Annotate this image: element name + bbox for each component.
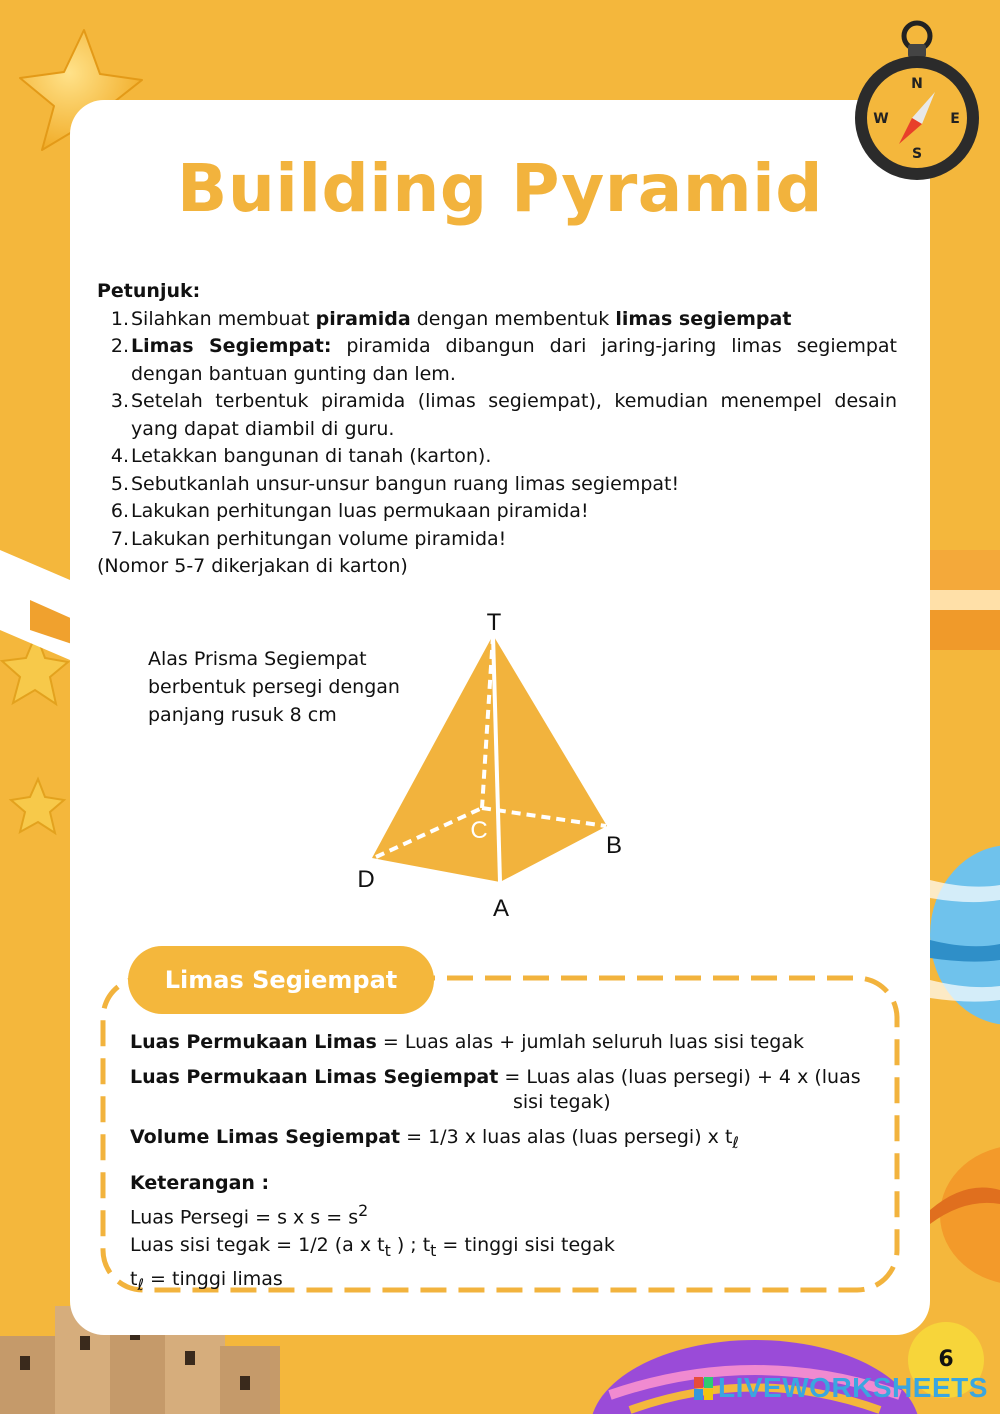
label-t: T bbox=[486, 609, 502, 636]
formula-row: Luas Permukaan Limas = Luas alas + jumlah seluruh luas sisi tegak bbox=[130, 1031, 805, 1053]
instruction-item: 5. Sebutkanlah unsur-unsur bangun ruang limas segiempat! bbox=[110, 472, 680, 495]
formulas bbox=[130, 1030, 890, 1299]
book-icon bbox=[0, 520, 80, 660]
keterangan: Keterangan : Luas Persegi = s x $s = s^2$ Luas sisi tegak = 1/2 (a x $t_t$ ) ; $t_t$ = tinggi sisi tegak $t_\ell$ = tinggi limas bbox=[130, 1171, 615, 1294]
label-b: B bbox=[605, 832, 623, 859]
book-icon bbox=[930, 530, 1000, 690]
section-label: Limas Segiempat bbox=[128, 946, 434, 1014]
instruction-item: 3. Setelah terbentuk piramida (limas segiempat), kemudian menempel desain yang dapat diambil di guru. bbox=[110, 390, 897, 440]
figure-note: Alas Prisma Segiempat berbentuk persegi dengan panjang rusuk 8 cm bbox=[148, 648, 400, 726]
instructions-list bbox=[97, 306, 897, 554]
star-icon bbox=[8, 775, 68, 837]
instruction-item: 1. Silahkan membuat piramida dengan membentuk limas segiempat bbox=[110, 307, 792, 330]
label-d: D bbox=[357, 866, 375, 893]
compass-s: S bbox=[911, 146, 923, 162]
label-a: A bbox=[492, 895, 510, 922]
compass-w: W bbox=[873, 111, 889, 127]
page-title: Building Pyramid bbox=[177, 150, 823, 227]
formula-row: Luas Permukaan Limas Segiempat = Luas alas (luas persegi) + 4 x (luas sisi tegak) bbox=[130, 1066, 861, 1113]
compass-n: N bbox=[911, 76, 923, 92]
formula-row: Volume Limas Segiempat = 1/3 x luas alas (luas persegi) x $t_\ell$ bbox=[130, 1126, 739, 1152]
instructions-footnote: (Nomor 5-7 dikerjakan di karton) bbox=[97, 555, 408, 577]
label-c: C bbox=[470, 817, 488, 844]
planet-icon bbox=[930, 840, 1000, 1030]
pyramid-diagram bbox=[340, 600, 660, 930]
watermark: LIVEWORKSHEETS bbox=[718, 1372, 988, 1403]
instruction-item: 7. Lakukan perhitungan volume piramida! bbox=[110, 527, 507, 550]
instructions-heading: Petunjuk: bbox=[97, 280, 201, 302]
compass-e: E bbox=[950, 111, 960, 127]
page-number: 6 bbox=[908, 1322, 984, 1398]
instruction-item: 4. Letakkan bangunan di tanah (karton). bbox=[110, 445, 492, 467]
liveworksheets-logo-icon bbox=[694, 1377, 714, 1401]
instructions bbox=[97, 278, 897, 581]
instruction-item: 6. Lakukan perhitungan luas permukaan piramida! bbox=[110, 500, 589, 522]
planet-icon bbox=[930, 1140, 1000, 1290]
instruction-item: 2. Limas Segiempat: piramida dibangun dari jaring-jaring limas segiempat dengan bantuan gunting dan lem. bbox=[110, 335, 897, 385]
